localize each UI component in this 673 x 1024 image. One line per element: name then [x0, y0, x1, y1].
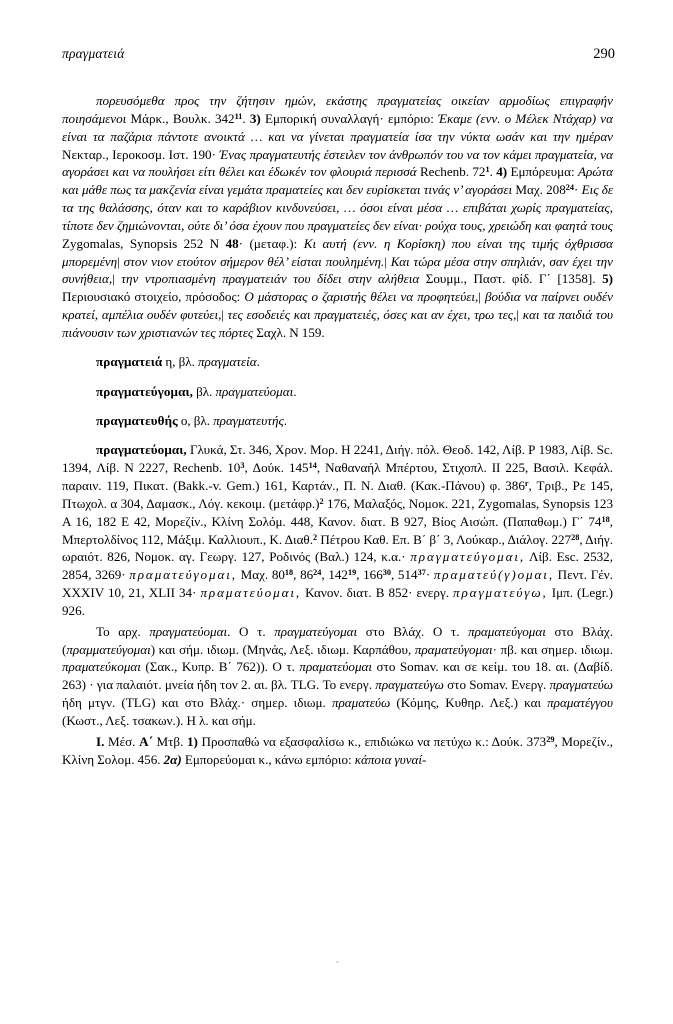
- entry-pragmatevomai-citations: πραγματεύομαι, Γλυκά, Στ. 346, Χρον. Μορ. Η 2241, Διήγ. πόλ. Θεοδ. 142, Λίβ. Ρ 1983, Λίβ. Sc. 1394, Λίβ. Ν 2227, Rechenb. $10^3$, Δούκ. $145^{14}$, Ναθαναήλ Μπέρτου, Στιχοπλ. ΙΙ 225, Βασιλ. Κεφάλ. παραιν. 119, Πικατ. (Bakk.-v. Gem.) 161, Καρτάν., Π. Ν. Διαθ. (Κακ.-Πάνου) φ. 386$^r$, Τριβ., Ρε 145, Πτωχολ. α 304, Δαμασκ., Λόγ. κεκοιμ. $(\mu\varepsilon\tau ά\varphi\rho.)^2$ 176, Μαλαξός, Νομοκ. 221, Zygomalas, Synopsis 123 Α 16, 182 Ε 42, Μορεζίν., Κλίνη Σολόμ. 448, Κανον. διατ. Β 927, Βίος Αισώπ. (Παπαθωμ.) Γ΄ $74^{18}$, Μπερτολδίνος 112, Μάξιμ. Καλλιουπ., Κ. Διαθ.$^2$ Πέτρου Καθ. Επ. Β΄ β΄ 3, Λούκαρ., Διάλογ. $227^{28}$, Διήγ. ωραιότ. 826, Νομοκ. αγ. Γεωργ. 127, Ροδινός (Βαλ.) 124, κ.α.· πραγματεύγομαι, Λίβ. Esc. 2532, 2854, 3269· πραματεύγομαι, Μαχ. $80^{18}$, $86^{24}$, $142^{19}$, $166^{30}$, $514^{37}\cdot \pi\rho\alpha\mu\alpha\tau\varepsilon ύ(\gamma)o\mu\alpha\iota$, Πεντ. Γέν. XXXIV 10, 21, XLII 34· πραματεύομαι, Κανον. διατ. Β 852· ενεργ. πραγματεύγω, Ιμπ. (Legr.) 926.: [62, 442, 613, 618]
- entry-pragmatefthis: πραγματευθής ο, βλ. πραγματευτής.: [96, 413, 288, 428]
- running-head: [62, 46, 615, 66]
- scan-speckle: [336, 961, 339, 963]
- text-column: [62, 92, 613, 769]
- continued-article-pragmateia: πορευσόμεθα προς την ζήτησιν ημών, εκάστης πραγματείας οικείαν αρμοδίως επιγραφήν ποιησάμενοι Μάρκ., Βουλκ. $342^{11}$. 3) Εμπορική συναλλαγή· εμπόριο: Έκαμε (ενν. ο Μέλεκ Ντάχαρ) να είναι τα παζάρια πάντοτε ανοικτά … και να γίνεται πραγματεία ίσα την νύκτα ωσάν και την ημέραν Νεκταρ., Ιεροκοσμ. Ιστ. 190· Ένας πραγματευτής έστειλεν τον άνθρωπόν του να τον κάμει πραγματεία, να αγοράσει και να πουλήσει είτι θέλει και έδωκέν τον φλουριά περισσά Rechenb. $72^1$. 4) Εμπόρευμα: Αρώτα και μάθε πως τα μακζενία είναι γεμάτα πραματείες και δεν ευρίσκεται τινάς ν’ αγοράσει Μαχ. $208^{24}\cdot E\iota\varsigma$ δε τα της θαλάσσης, όταν και το καράβιον κινδυνεύσει, … όσοι είναι μέσα … επιβάται χωρίς πραγματείας, τίποτε δεν ζημιώνονται, ούτε δι’ όσα έχουν που πραγματείες δεν είναι· ρούχα τους, χρειώδη και φαητά τους Zygomalas, Synopsis 252 N 48· (μεταφ.): Κι αυτή (ενν. η Κορίσκη) που είναι της τιμής όχθρισσα μπορεμένη| στον νιον ετούτον σήμερον θέλ’ είσται πουλημένη.| Και τώρα μέσα στην σπηλιάν, σαν έχει την συνήθεια,| την ντροπιασμένη πραγματειάν του δίδει στην αλήθεια Σουμμ., Παστ. φίδ. Γ΄ [1358]. 5) Περιουσιακό στοιχείο, πρόσοδος: Ο μάστορας ο ζαριστής θέλει να προφητεύει,| βούδια να παίρνει ουδέν κρατεί, αμπέλια ουδέν φυτεύει,| τες εσοδειές και πραγματειές, όσες και αν έχει, τρω τες,| και τα παιδιά του πιάνουσιν των χριστιανών τες πόρτες Σαχλ. Ν 159.: [62, 93, 614, 340]
- entry-pragmatevomai-etymology: Το αρχ. πραγματεύομαι. Ο τ. πραγματεύγομαι στο Βλάχ. Ο τ. πραματεύγομαι στο Βλάχ. (πραμματεύγομαι) και σήμ. ιδιωμ. (Μηνάς, Λεξ. ιδιωμ. Καρπάθου, πραματεύγομαι· πβ. και σημερ. ιδιωμ. πραματεύκομαι (Σακ., Κυπρ. Β΄ 762)). Ο τ. πραματεύομαι στο Somav. και σε κείμ. του 18. αι. (Δαβίδ. 263) · για παλαιότ. μνεία ήδη τον 2. αι. βλ. TLG. Το ενεργ. πραγματεύγω στο Somav. Ενεργ. πραγματεύω ήδη μτγν. (TLG) και στο Βλάχ.· σημερ. ιδιωμ. πραματεύω (Κόμης, Κυθηρ. Λεξ.) και πραματέγγου (Κωστ., Λεξ. τσακων.). Η λ. και σήμ.: [62, 623, 614, 728]
- entry-pragmatevgomai-cross: πραγματεύγομαι, βλ. πραγματεύομαι.: [96, 383, 297, 399]
- running-head-word: πραγματειά: [62, 46, 125, 61]
- entry-pragmateia: πραγματειά η, βλ. πραγματεία.: [96, 354, 260, 370]
- entry-pragmatevomai-senses: Ι. Μέσ. Α΄ Μτβ. 1) Προσπαθώ να εξασφαλίσω κ., επιδιώκω να πετύχω κ.: Δούκ. $373^{29}$, Μορεζίν., Κλίνη Σολομ. 456. 2α) Εμπορεύομαι κ., κάνω εμπόριο: κάποια γυναί-: [62, 733, 614, 767]
- page-number: 290: [593, 46, 615, 62]
